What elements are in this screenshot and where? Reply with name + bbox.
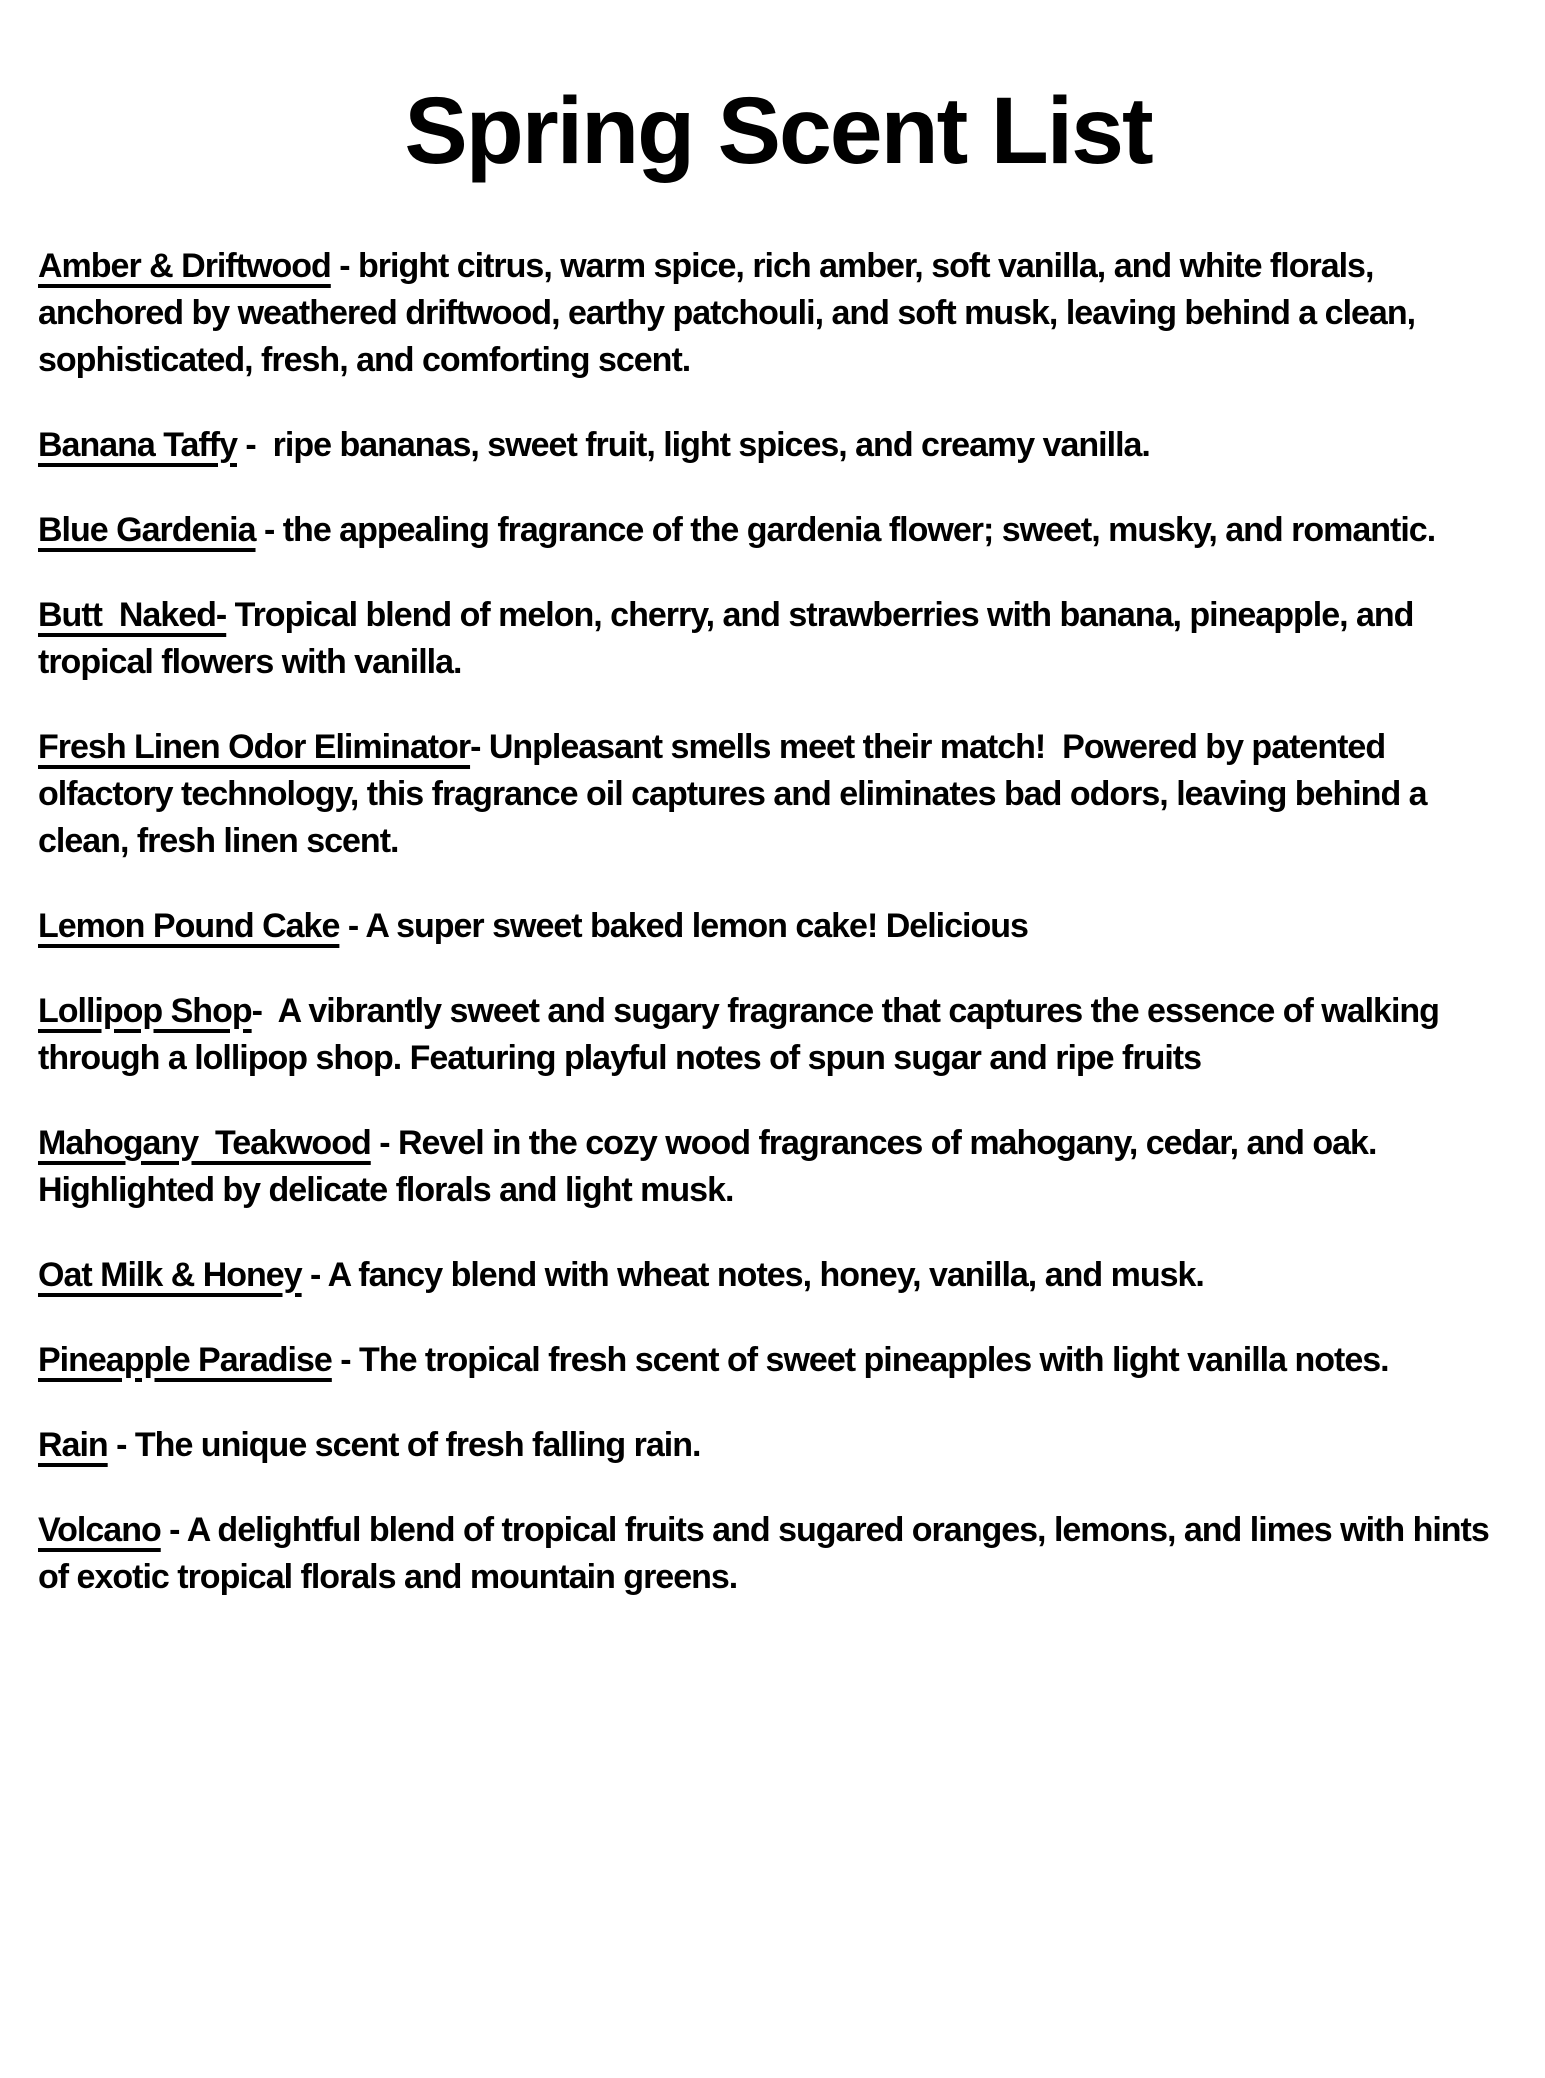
page-title: Spring Scent List	[404, 78, 1152, 184]
scent-name: Banana Taffy	[38, 425, 237, 464]
scent-entry	[38, 1252, 1518, 1299]
scent-entry	[38, 903, 1518, 950]
scent-name: Blue Gardenia	[38, 510, 256, 549]
scent-description: - Unpleasant smells meet their match! Powered by patented olfactory technology, this fragrance oil captures and eliminates bad odors, leaving behind a clean, fresh linen scent.	[38, 727, 1436, 860]
scent-name: Pineapple Paradise	[38, 1340, 332, 1379]
scent-description: - ripe bananas, sweet fruit, light spices, and creamy vanilla.	[236, 425, 1150, 464]
scent-name: Lollipop Shop	[38, 991, 252, 1030]
scent-description: - bright citrus, warm spice, rich amber, soft vanilla, and white florals, anchored by weathered driftwood, earthy patchouli, and soft musk, leaving behind a clean, sophisticated, fresh, and comforting scent.	[38, 246, 1424, 379]
scent-entry	[38, 724, 1518, 865]
scent-entry	[38, 988, 1518, 1082]
scent-description: Tropical blend of melon, cherry, and strawberries with banana, pineapple, and tropical flowers with vanilla.	[38, 595, 1422, 681]
scent-entry	[38, 1337, 1518, 1384]
scent-name: Lemon Pound Cake	[38, 906, 340, 945]
scent-description: - The unique scent of fresh falling rain.	[107, 1425, 701, 1464]
scent-description: - A vibrantly sweet and sugary fragrance that captures the essence of walking through a lollipop shop. Featuring playful notes of spun sugar and ripe fruits	[38, 991, 1448, 1077]
scent-description: - A delightful blend of tropical fruits and sugared oranges, lemons, and limes with hints of exotic tropical florals and mountain greens.	[38, 1510, 1498, 1596]
scent-name: Oat Milk & Honey	[38, 1255, 302, 1294]
scent-entry	[38, 243, 1518, 384]
scent-entry	[38, 592, 1518, 686]
scent-name: Fresh Linen Odor Eliminator	[38, 727, 471, 766]
scent-description: - The tropical fresh scent of sweet pineapples with light vanilla notes.	[331, 1340, 1389, 1379]
scent-entry	[38, 507, 1518, 554]
scent-name: Rain	[38, 1425, 108, 1464]
scent-entry	[38, 1422, 1518, 1469]
scent-entry	[38, 1507, 1518, 1601]
scent-name: Butt Naked-	[38, 595, 227, 634]
scent-description: - Revel in the cozy wood fragrances of mahogany, cedar, and oak. Highlighted by delicate florals and light musk.	[38, 1123, 1385, 1209]
scent-entry	[38, 1120, 1518, 1214]
document-page	[0, 79, 1545, 2078]
scent-name: Amber & Driftwood	[38, 246, 331, 285]
scent-name: Mahogany Teakwood	[38, 1123, 371, 1162]
scent-description: - the appealing fragrance of the gardenia flower; sweet, musky, and romantic.	[255, 510, 1436, 549]
scent-description: - A fancy blend with wheat notes, honey, vanilla, and musk.	[301, 1255, 1204, 1294]
scent-description: - A super sweet baked lemon cake! Delicious	[339, 906, 1028, 945]
scent-list	[38, 243, 1518, 1601]
scent-name: Volcano	[38, 1510, 161, 1549]
scent-entry	[38, 422, 1518, 469]
